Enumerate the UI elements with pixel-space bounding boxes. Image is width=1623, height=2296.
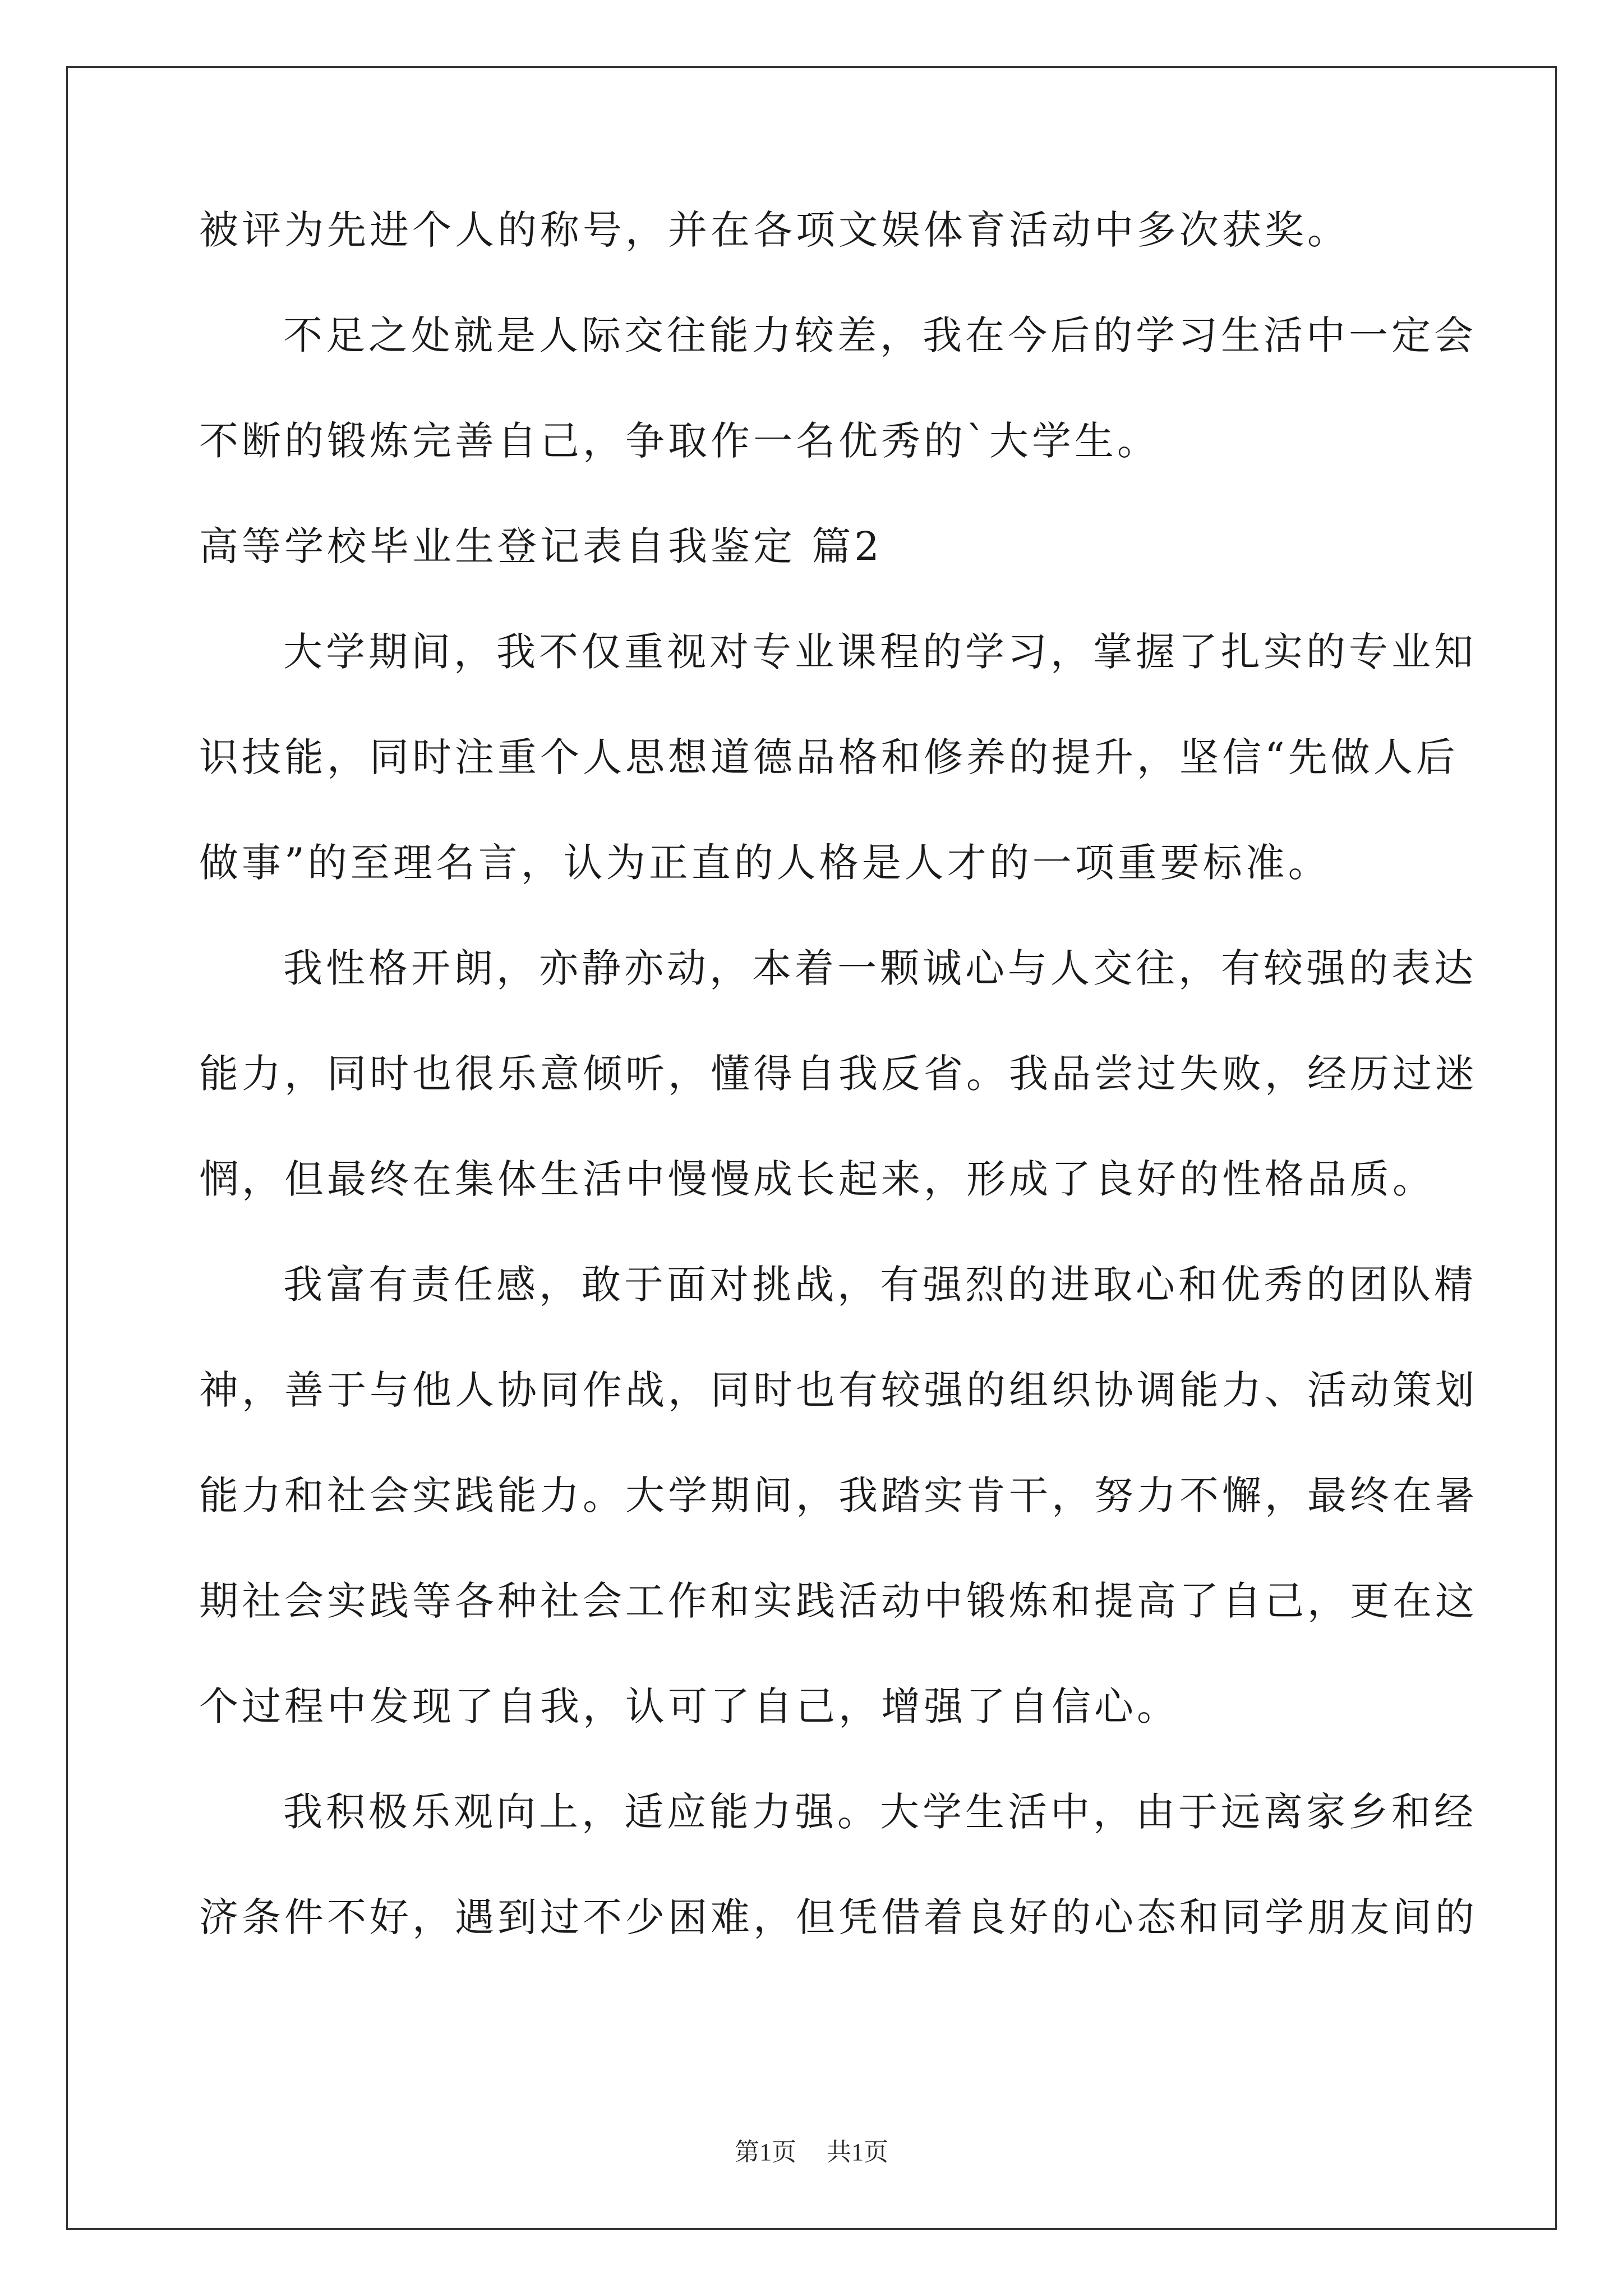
page-total: 共1页 <box>827 2138 888 2166</box>
paragraph-line: 大学期间，我不仅重视对专业课程的学习，掌握了扎实的专业知 <box>283 629 1477 675</box>
paragraph-line: 我富有责任感，敢于面对挑战，有强烈的进取心和优秀的团队精 <box>283 1262 1477 1308</box>
paragraph-line: 能力和社会实践能力。大学期间，我踏实肯干，努力不懈，最终在暑 <box>199 1473 1478 1519</box>
paragraph-line: 被评为先进个人的称号，并在各项文娱体育活动中多次获奖。 <box>199 207 1350 253</box>
document-body <box>199 207 1478 1940</box>
paragraph-line: 期社会实践等各种社会工作和实践活动中锻炼和提高了自己，更在这 <box>199 1578 1478 1624</box>
page-number: 第1页 <box>735 2138 796 2166</box>
paragraph-line: 做事”的至理名言，认为正直的人格是人才的一项重要标准。 <box>199 840 1331 886</box>
page-footer <box>0 2132 1623 2168</box>
paragraph-line: 神，善于与他人协同作战，同时也有较强的组织协调能力、活动策划 <box>199 1367 1478 1413</box>
section-heading: 高等学校毕业生登记表自我鉴定 篇2 <box>199 523 883 569</box>
paragraph-line: 不断的锻炼完善自己，争取作一名优秀的`大学生。 <box>199 418 1160 464</box>
paragraph-line: 我性格开朗，亦静亦动，本着一颗诚心与人交往，有较强的表达 <box>283 945 1477 991</box>
paragraph-line: 识技能，同时注重个人思想道德品格和修养的提升，坚信“先做人后 <box>199 734 1459 780</box>
paragraph-line: 个过程中发现了自我，认可了自己，增强了自信心。 <box>199 1683 1179 1729</box>
paragraph-line: 济条件不好，遇到过不少困难，但凭借着良好的心态和同学朋友间的 <box>199 1894 1478 1940</box>
paragraph-line: 惘，但最终在集体生活中慢慢成长起来，形成了良好的性格品质。 <box>199 1156 1435 1202</box>
paragraph-line: 不足之处就是人际交往能力较差，我在今后的学习生活中一定会 <box>283 312 1477 358</box>
paragraph-line: 能力，同时也很乐意倾听，懂得自我反省。我品尝过失败，经历过迷 <box>199 1051 1478 1097</box>
paragraph-line: 我积极乐观向上，适应能力强。大学生活中，由于远离家乡和经 <box>283 1789 1477 1835</box>
